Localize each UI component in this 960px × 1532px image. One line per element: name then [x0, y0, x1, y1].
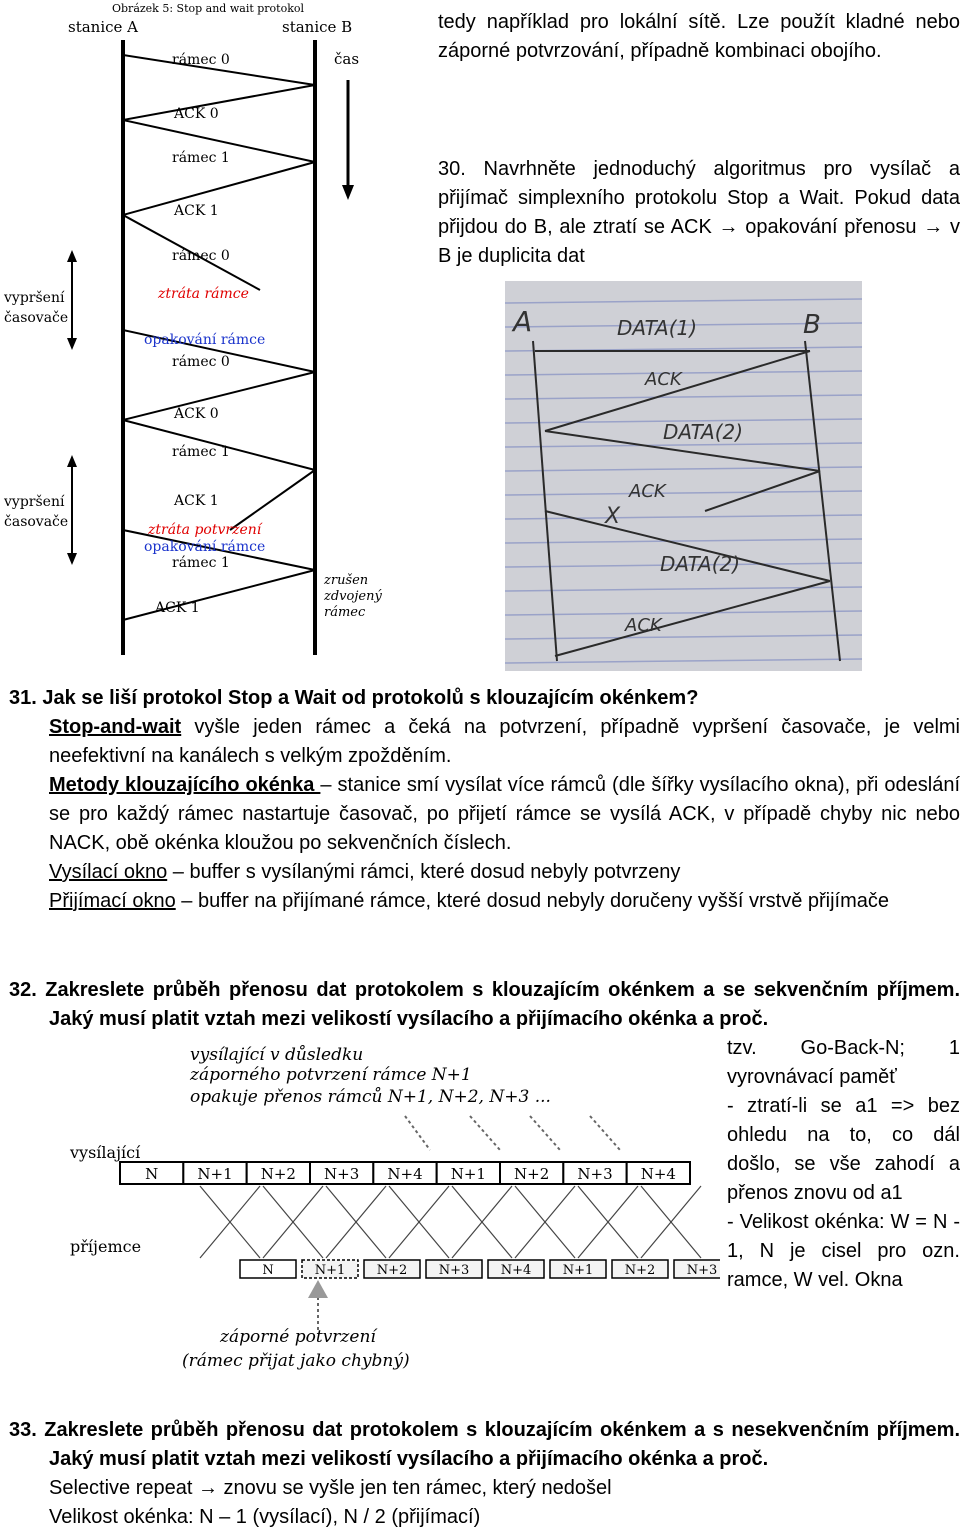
discard-label: zrušen	[324, 573, 369, 588]
msg-label: ACK 1	[155, 600, 200, 616]
photo-label: ACK	[645, 369, 682, 390]
term-receive-window: Přijímací okno	[49, 890, 176, 912]
q31-paragraph-2: Metody klouzajícího okénka – stanice smí vysílat více rámců (dle šířky vysílacího okna), při odeslání se pro každý rámec nastartuje časovač, po přijetí rámce se vysílá ACK, v případě chyby nic nebo NACK, obě okénka kloužou po sekvenčních číslech.	[49, 774, 960, 854]
msg-label: ACK 0	[174, 406, 219, 422]
msg-label: ACK 0	[174, 106, 219, 122]
recv-frame-label: N	[262, 1263, 274, 1278]
frame-loss-label: ztráta rámce	[158, 286, 249, 302]
sender-label: vysílající	[70, 1143, 141, 1162]
notebook-photo	[505, 281, 862, 671]
q33-line-1: Selective repeat → znovu se vyšle jen ten rámec, který nedošel	[49, 1477, 612, 1499]
recv-frame-label: N+4	[500, 1263, 532, 1278]
q30-rest: opakování přenosu	[745, 216, 917, 238]
timeout-label: vypršení	[4, 290, 65, 306]
msg-label: rámec 1	[172, 150, 230, 166]
q33-line-2: Velikost okénka: N – 1 (vysílací), N / 2 (přijímací)	[49, 1506, 481, 1528]
q32-side-text: tzv. Go-Back-N; 1 vyrovnávací paměť - ztratí-li se a1 => bez ohledu na to, co dál došlo, se vše zahodí a přenos znovu od a1 - Velikost okénka: W = N - 1, N je cisel pro ozn. ramce, W vel. Okna	[727, 1037, 960, 1291]
msg-label: rámec 1	[172, 444, 230, 460]
q31-paragraph-3: Vysílací okno – buffer s vysílanými rámci, které dosud nebyly potvrzeny	[49, 861, 681, 883]
fig3-top-line: opakuje přenos rámců N+1, N+2, N+3 ...	[190, 1087, 551, 1107]
question-30	[438, 155, 960, 271]
recv-frame-label: N+3	[686, 1263, 718, 1278]
photo-label: ACK	[629, 481, 666, 502]
photo-cross: X	[605, 504, 621, 529]
fig3-bottom-line: záporné potvrzení	[220, 1327, 376, 1347]
send-frame-label: N+1	[450, 1165, 486, 1183]
discard-label: rámec	[324, 605, 366, 620]
send-frame-label: N+2	[514, 1165, 550, 1183]
recv-frame-label: N+1	[314, 1263, 346, 1278]
send-frame-label: N+3	[577, 1165, 613, 1183]
q31-paragraph-1: Stop-and-wait vyšle jeden rámec a čeká na potvrzení, případně vypršení časovače, je velmi neefektivní na kanálech s velkým zpožděním.	[49, 716, 960, 767]
send-frame-label: N+1	[197, 1165, 233, 1183]
photo-a: A	[513, 305, 533, 338]
send-frame-label: N	[145, 1165, 159, 1183]
discard-label: zdvojený	[324, 589, 382, 604]
send-frame-label: N+4	[387, 1165, 423, 1183]
go-back-n-figure	[60, 1040, 720, 1380]
time-label: čas	[334, 50, 360, 68]
station-b-label: stanice B	[282, 18, 353, 36]
q30-rest2: v B je duplicita dat	[438, 216, 960, 267]
photo-label: DATA(2)	[663, 420, 744, 444]
timeout-label: časovače	[4, 310, 69, 326]
photo-label: DATA(1)	[617, 316, 698, 340]
recv-frame-label: N+3	[438, 1263, 470, 1278]
photo-label: ACK	[625, 615, 662, 636]
q31-title: 31. Jak se liší protokol Stop a Wait od protokolů s klouzajícím okénkem?	[9, 687, 699, 709]
receiver-label: příjemce	[70, 1237, 142, 1256]
timeout-label: vypršení	[4, 494, 65, 510]
q30-text: 30. Navrhněte jednoduchý algoritmus pro vysílač a přijímač simplexního protokolu Stop a Wait. Pokud data přijdou do B, ale ztratí se ACK	[438, 158, 960, 238]
send-frame-label: N+4	[640, 1165, 676, 1183]
recv-frame-label: N+2	[376, 1263, 408, 1278]
timeout-label: časovače	[4, 514, 69, 530]
msg-label: ACK 1	[174, 493, 219, 509]
msg-label: rámec 0	[172, 248, 230, 264]
q31-body	[49, 713, 960, 916]
send-frame-label: N+2	[260, 1165, 296, 1183]
top-right-paragraph: tedy například pro lokální sítě. Lze použít kladné nebo záporné potvrzování, případně kombinaci obojího.	[438, 11, 960, 62]
retransmit-label: opakování rámce	[144, 332, 266, 348]
figure-caption: Obrázek 5: Stop and wait protokol	[112, 2, 305, 15]
q33-title: 33. Zakreslete průběh přenosu dat protokolem s klouzajícím okénkem a s nesekvenčním příjmem. Jaký musí platit vztah mezi velikostí vysílacího a přijímacího okénka a proč.	[9, 1419, 960, 1470]
term-send-window: Vysílací okno	[49, 861, 168, 883]
q32-title: 32. Zakreslete průběh přenosu dat protokolem s klouzajícím okénkem a se sekvenčním příjmem. Jaký musí platit vztah mezi velikostí vysílacího a přijímacího okénka a proč.	[9, 979, 960, 1030]
fig3-top-line: záporného potvrzení rámce N+1	[190, 1065, 472, 1085]
send-frame-label: N+3	[324, 1165, 360, 1183]
fig3-top-line: vysílající v důsledku	[190, 1045, 364, 1065]
arrow-icon: →	[197, 1477, 218, 1499]
recv-frame-label: N+2	[624, 1263, 656, 1278]
fig3-bottom-line: (rámec přijat jako chybný)	[182, 1351, 410, 1371]
term-stop-and-wait: Stop-and-wait	[49, 716, 182, 738]
term-sliding-window: Metody klouzajícího okénka	[49, 774, 321, 796]
msg-label: rámec 0	[172, 354, 230, 370]
photo-b: B	[803, 310, 821, 340]
retransmit-label: opakování rámce	[144, 539, 266, 555]
msg-label: rámec 0	[172, 52, 230, 68]
time-arrow-head	[342, 185, 354, 200]
ack-loss-label: ztráta potvrzení	[148, 522, 262, 538]
stop-and-wait-figure	[0, 0, 420, 660]
q31-paragraph-4: Přijímací okno – buffer na přijímané rámce, které dosud nebyly doručeny vyšší vrstvě přijímače	[49, 890, 889, 912]
recv-frame-label: N+1	[562, 1263, 594, 1278]
arrow-icon: →	[923, 216, 944, 238]
msg-label: rámec 1	[172, 555, 230, 571]
photo-label: DATA(2)	[660, 552, 741, 576]
station-a-label: stanice A	[68, 18, 139, 36]
arrow-icon: →	[718, 216, 739, 238]
msg-label: ACK 1	[174, 203, 219, 219]
